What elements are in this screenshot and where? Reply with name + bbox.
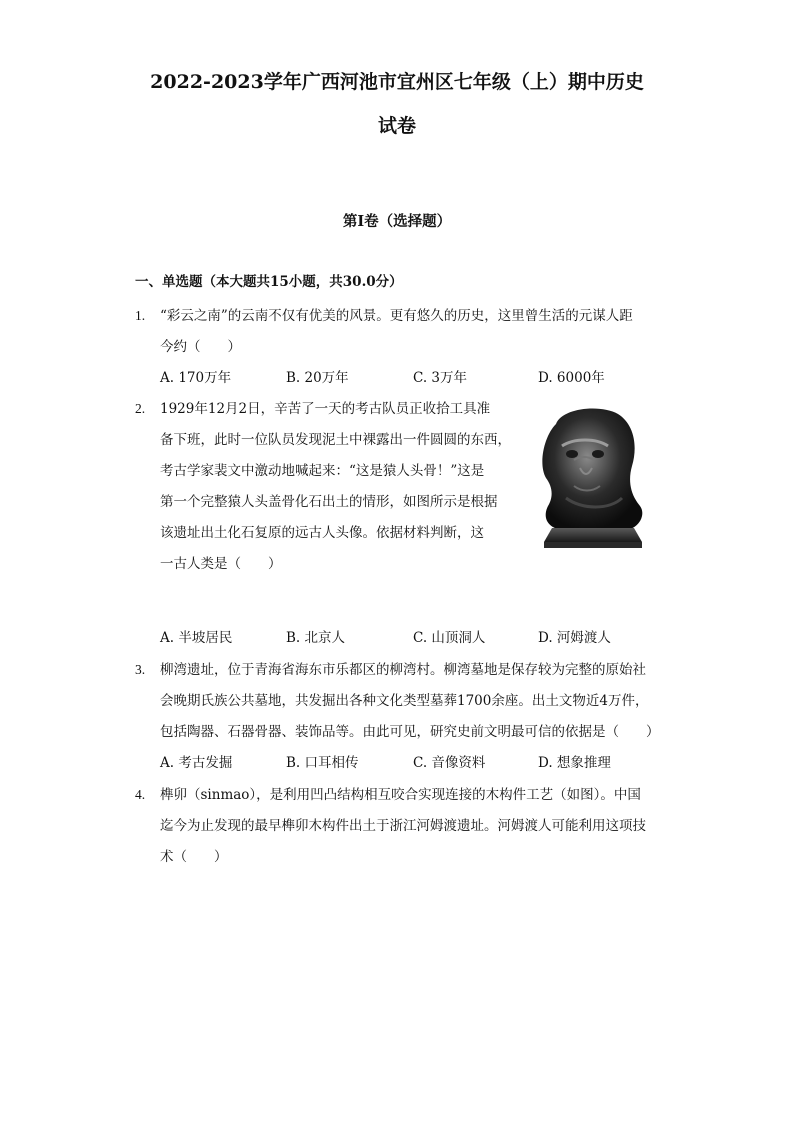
option-b: B. 20万年 xyxy=(286,370,349,386)
option-b: B. 北京人 xyxy=(286,630,346,646)
exam-title-line-2: 试卷 xyxy=(377,115,416,137)
question-text-line: 榫卯（sinmao），是利用凹凸结构相互咬合实现连接的木构件工艺（如图）。中国 xyxy=(160,787,641,803)
question-text-line: “彩云之南”的云南不仅有优美的风景。更有悠久的历史，这里曾生活的元谋人距 xyxy=(160,308,633,324)
question-number: 3. xyxy=(135,662,146,677)
question-text-line: 包括陶器、石器骨器、装饰品等。由此可见，研究史前文明最可信的依据是（ ） xyxy=(160,724,660,740)
option-d: D. 河姆渡人 xyxy=(538,630,611,646)
question-number: 4. xyxy=(135,787,146,802)
question-text-line: 今约（ ） xyxy=(160,339,241,355)
option-a: A. 考古发掘 xyxy=(160,755,233,771)
option-a: A. 170万年 xyxy=(160,370,232,386)
question-text-line: 第一个完整猿人头盖骨化石出土的情形，如图所示是根据 xyxy=(160,494,498,510)
ancient-human-bust-image xyxy=(522,402,662,550)
question-text-line: 该遗址出土化石复原的远古人头像。依据材料判断，这 xyxy=(160,525,484,541)
volume-heading: 第Ⅰ卷（选择题） xyxy=(342,213,452,230)
question-text-line: 考古学家裴文中激动地喊起来：“这是猿人头骨！”这是 xyxy=(160,463,485,479)
option-c: C. 山顶洞人 xyxy=(413,630,486,646)
option-d: D. 想象推理 xyxy=(538,755,611,771)
question-text-line: 会晚期氏族公共墓地，共发掘出各种文化类型墓葬1700余座。出土文物近4万件， xyxy=(160,693,649,709)
option-c: C. 3万年 xyxy=(413,370,468,386)
question-text-line: 迄今为止发现的最早榫卯木构件出土于浙江河姆渡遗址。河姆渡人可能利用这项技 xyxy=(160,818,646,834)
question-text-line: 一古人类是（ ） xyxy=(160,556,282,572)
option-d: D. 6000年 xyxy=(538,370,605,386)
question-text-line: 术（ ） xyxy=(160,849,228,865)
question-text-line: 1929年12月2日，辛苦了一天的考古队员正收拾工具准 xyxy=(160,401,491,417)
option-c: C. 音像资料 xyxy=(413,755,486,771)
question-text-line: 柳湾遗址，位于青海省海东市乐都区的柳湾村。柳湾墓地是保存较为完整的原始社 xyxy=(160,662,646,678)
option-b: B. 口耳相传 xyxy=(286,755,359,771)
option-a: A. 半坡居民 xyxy=(160,630,233,646)
exam-title-line-1: 2022-2023学年广西河池市宜州区七年级（上）期中历史 xyxy=(150,71,644,93)
question-number: 1. xyxy=(135,308,146,323)
question-text-line: 备下班，此时一位队员发现泥土中裸露出一件圆圆的东西， xyxy=(160,432,511,448)
question-number: 2. xyxy=(135,401,146,416)
section-heading: 一、单选题（本大题共15小题，共30.0分） xyxy=(135,274,403,290)
